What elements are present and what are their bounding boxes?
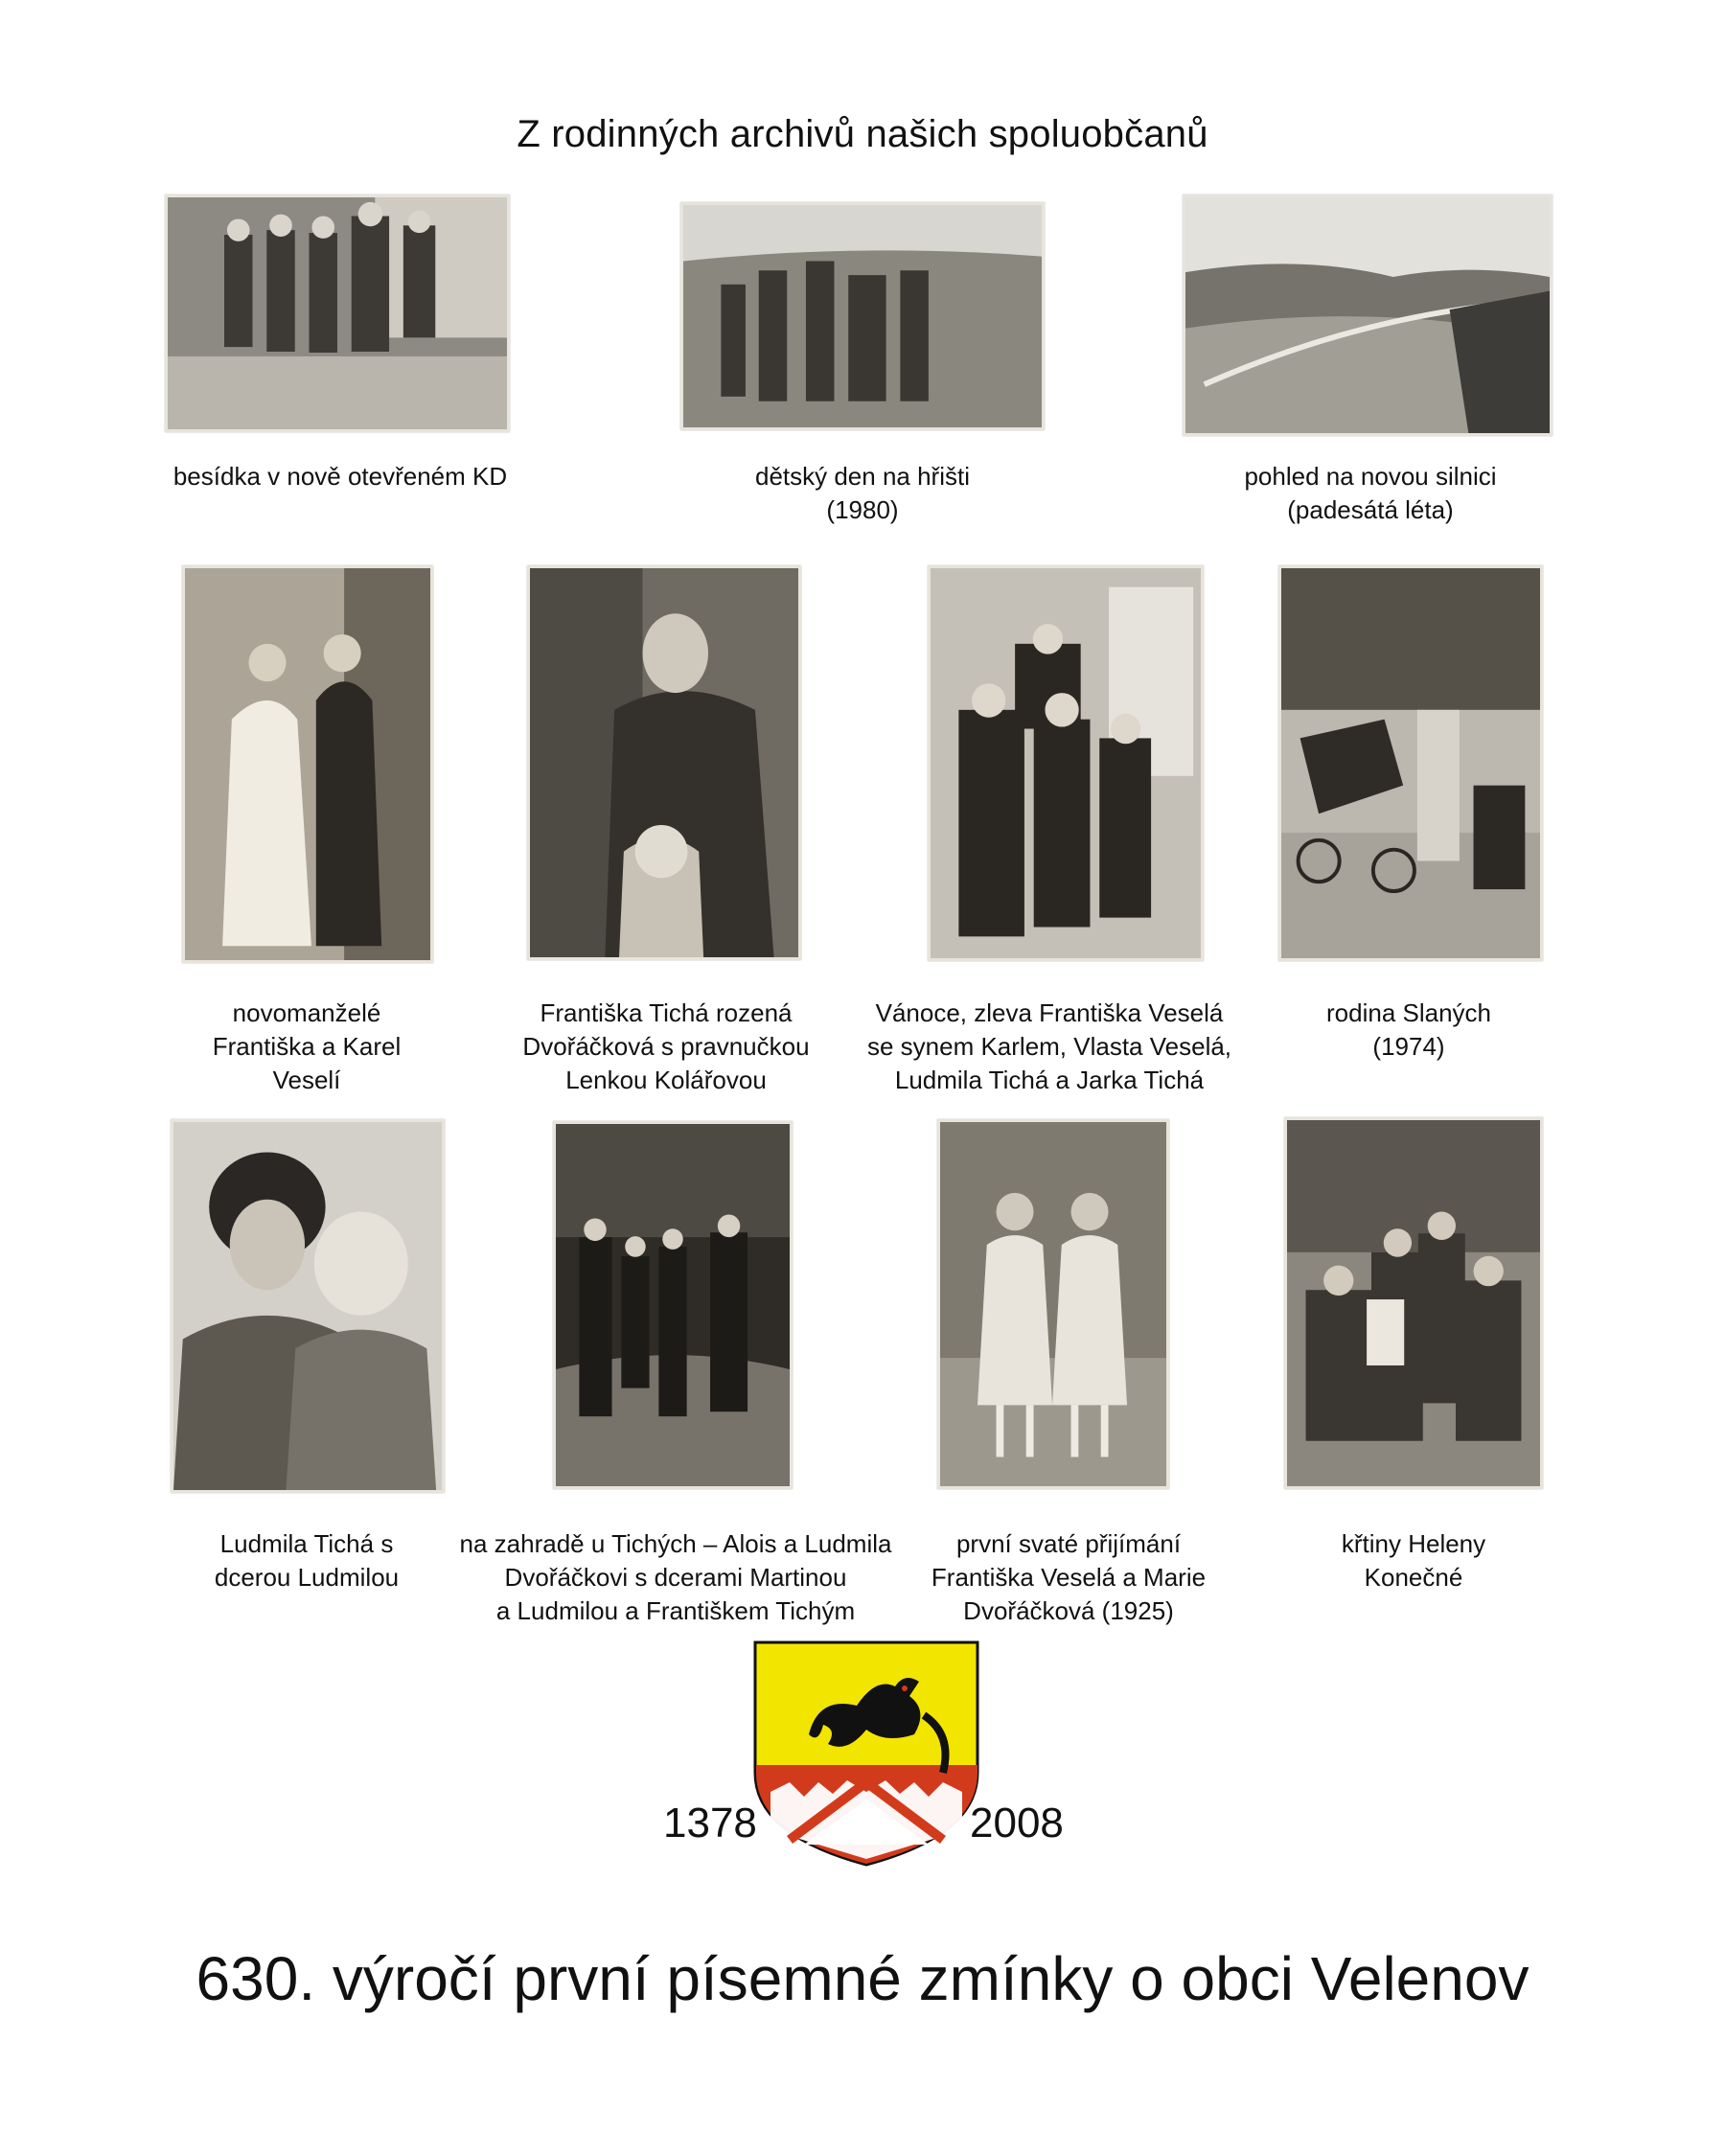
photo-novomanzele xyxy=(182,565,433,963)
photo-slanych xyxy=(1278,565,1543,961)
caption-ticha-pravnucka: Františka Tichá rozená Dvořáčková s pravnučkou Lenkou Kolářovou xyxy=(522,998,810,1094)
caption-krtiny: křtiny Heleny Konečné xyxy=(1341,1529,1486,1592)
caption-ludmila-dcera: Ludmila Tichá s dcerou Ludmilou xyxy=(214,1529,400,1592)
photo-silnice xyxy=(1183,195,1552,436)
photo-zahrada xyxy=(553,1121,793,1489)
year-start: 1378 xyxy=(663,1800,757,1846)
caption-detsky-den: dětský den na hřišti (1980) xyxy=(754,462,970,524)
photo-ludmila-dcera xyxy=(171,1119,445,1493)
caption-besidka: besídka v nově otevřeném KD xyxy=(172,462,508,491)
photo-ticha-pravnucka xyxy=(527,565,801,960)
year-end: 2008 xyxy=(970,1800,1064,1846)
caption-slanych: rodina Slaných (1974) xyxy=(1326,998,1491,1061)
photo-detsky-den xyxy=(680,202,1045,430)
photo-vanoce xyxy=(928,565,1204,961)
caption-novomanzele: novomanželé Františka a Karel Veselí xyxy=(212,998,402,1094)
caption-vanoce: Vánoce, zleva Františka Veselá se synem Karlem, Vlasta Veselá, Ludmila Tichá a Jarka Tichá xyxy=(866,998,1232,1094)
page-footer-title: 630. výročí první písemné zmínky o obci Velenov xyxy=(196,1944,1530,2013)
caption-zahrada: na zahradě u Tichých – Alois a Ludmila Dvořáčkovi s dcerami Martinou a Ludmilou a Františkem Tichým xyxy=(459,1529,892,1625)
page-heading: Z rodinných archivů našich spoluobčanů xyxy=(517,113,1208,155)
caption-silnice: pohled na novou silnici (padesátá léta) xyxy=(1244,462,1497,524)
photo-krtiny xyxy=(1284,1117,1543,1489)
photo-besidka xyxy=(165,195,510,432)
coat-of-arms xyxy=(751,1639,981,1869)
caption-prijimani: první svaté přijímání Františka Veselá a Marie Dvořáčková (1925) xyxy=(931,1529,1207,1625)
photo-prijimani xyxy=(937,1119,1169,1489)
